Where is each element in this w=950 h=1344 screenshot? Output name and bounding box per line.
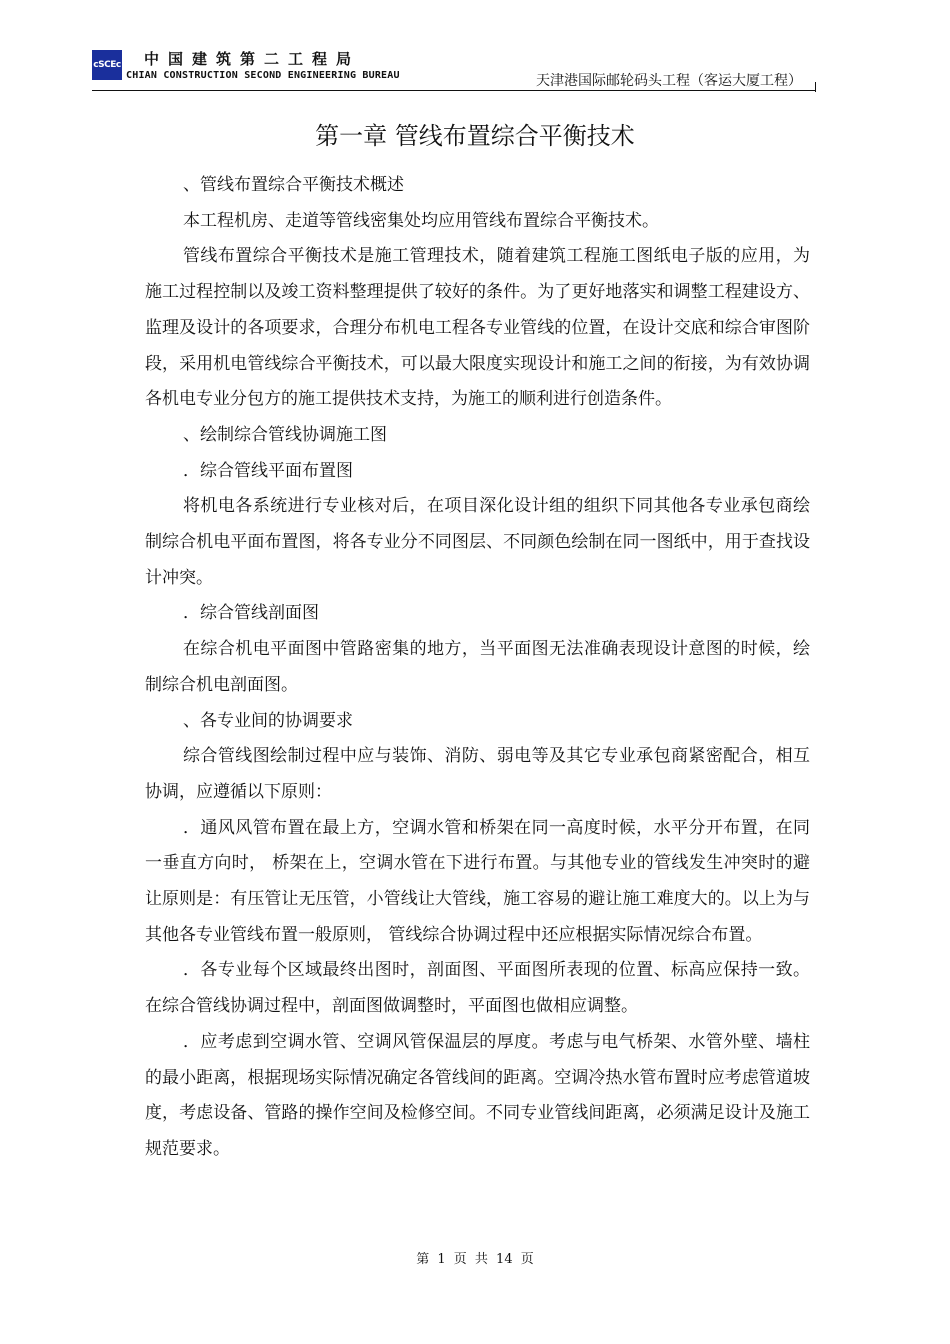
company-logo <box>92 50 122 80</box>
section-heading: 、管线布置综合平衡技术概述 <box>183 175 404 195</box>
company-name-chinese: 中国建筑第二工程局 <box>144 50 361 68</box>
document-body <box>145 168 810 1168</box>
chapter-title: 第一章 管线布置综合平衡技术 <box>315 122 635 150</box>
subsection-heading: ．综合管线平面布置图 <box>183 460 353 481</box>
logo-text: cSCEc <box>93 60 121 70</box>
header-rule <box>92 90 816 91</box>
page-header <box>92 44 816 92</box>
list-item: ．各专业每个区域最终出图时，剖面图、平面图所表现的位置、标高应保持一致。在综合管线协调过程中，剖面图做调整时，平面图也做相应调整。 <box>145 960 810 1017</box>
list-item: ．通风风管布置在最上方，空调水管和桥架在同一高度时候，水平分开布置，在同一垂直方向时， 桥架在上，空调水管在下进行布置。与其他专业的管线发生冲突时的避让原则是：有压管让无压管，小管线让大管线，施工容易的避让施工难度大的。以上为与其他各专业管线布置一般原则， 管线综合协调过程中还应根据实际情况综合布置。 <box>145 817 810 945</box>
paragraph: 将机电各系统进行专业核对后，在项目深化设计组的组织下同其他各专业承包商绘制综合机电平面布置图，将各专业分不同图层、不同颜色绘制在同一图纸中，用于查找设计冲突。 <box>145 496 810 588</box>
list-item: ．应考虑到空调水管、空调风管保温层的厚度。考虑与电气桥架、水管外壁、墙柱的最小距离，根据现场实际情况确定各管线间的距离。空调冷热水管布置时应考虑管道坡度，考虑设备、管路的操作空间及检修空间。不同专业管线间距离，必须满足设计及施工规范要求。 <box>145 1031 810 1159</box>
paragraph: 管线布置综合平衡技术是施工管理技术，随着建筑工程施工图纸电子版的应用，为施工过程控制以及竣工资料整理提供了较好的条件。为了更好地落实和调整工程建设方、监理及设计的各项要求，合理分布机电工程各专业管线的位置，在设计交底和综合审图阶段，采用机电管线综合平衡技术，可以最大限度实现设计和施工之间的衔接，为有效协调各机电专业分包方的施工提供技术支持，为施工的顺利进行创造条件。 <box>145 246 810 410</box>
paragraph: 本工程机房、走道等管线密集处均应用管线布置综合平衡技术。 <box>183 210 659 231</box>
company-name-english: CHIAN CONSTRUCTION SECOND ENGINEERING BUREAU <box>126 70 400 81</box>
subsection-heading: ．综合管线剖面图 <box>183 603 319 624</box>
project-name: 天津港国际邮轮码头工程（客运大厦工程） <box>536 73 802 89</box>
paragraph: 综合管线图绘制过程中应与装饰、消防、弱电等及其它专业承包商紧密配合，相互协调，应遵循以下原则： <box>145 746 810 802</box>
paragraph: 在综合机电平面图中管路密集的地方，当平面图无法准确表现设计意图的时候，绘制综合机电剖面图。 <box>145 639 810 695</box>
page-footer: 第 1 页 共 14 页 <box>416 1252 534 1267</box>
section-heading: 、绘制综合管线协调施工图 <box>183 424 387 445</box>
section-heading: 、各专业间的协调要求 <box>183 710 353 731</box>
